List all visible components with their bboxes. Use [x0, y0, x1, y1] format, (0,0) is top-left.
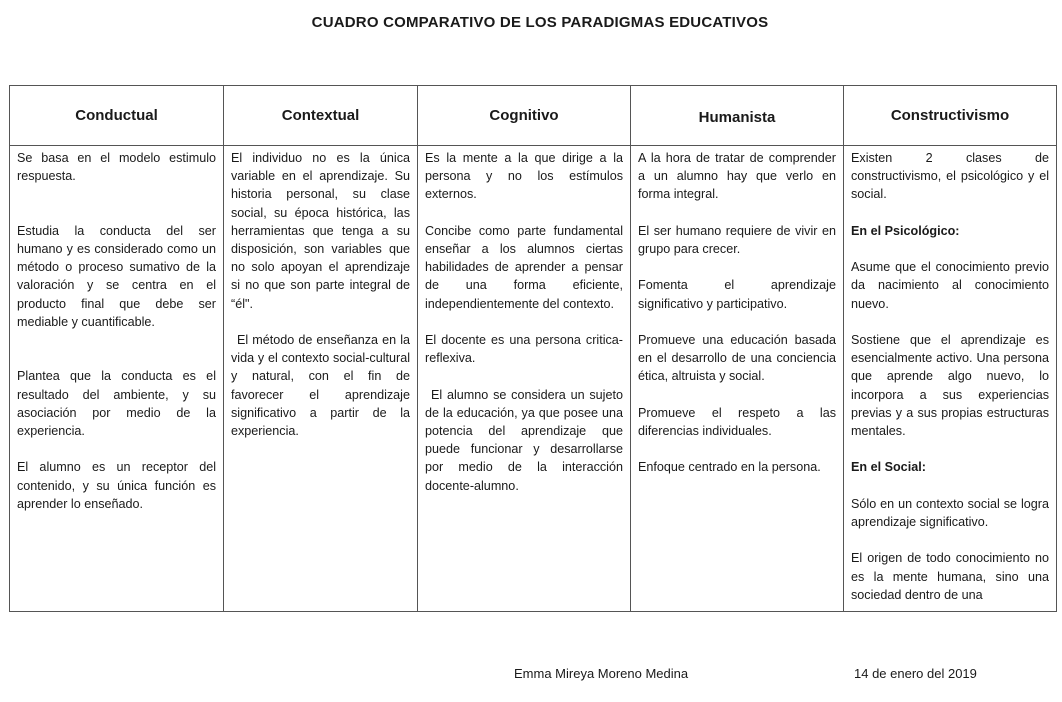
paragraph: Sostiene que el aprendizaje es esencialmente activo. Una persona que aprende algo nuevo, lo incorpora a sus experiencias previas y a sus propias estructuras mentales. [851, 332, 1049, 438]
cell-contextual [224, 146, 418, 612]
paragraph: Concibe como parte fundamental enseñar a los alumnos ciertas habilidades de aprender a pensar de una forma eficiente, independientemente del contexto. [425, 223, 623, 311]
paragraph: Estudia la conducta del ser humano y es considerado como un método o proceso sumativo de la valoración y se centra en el producto final que debe ser mediable y cuantificable. [17, 223, 216, 329]
column-header-conductual: Conductual [10, 86, 224, 146]
content-row [10, 146, 1057, 612]
comparison-table [9, 85, 1057, 612]
paragraph: Plantea que la conducta es el resultado del ambiente, y su asociación por medio de la experiencia. [17, 369, 216, 439]
document-title: CUADRO COMPARATIVO DE LOS PARADIGMAS EDUCATIVOS [311, 14, 769, 31]
header-row [10, 86, 1057, 146]
paragraph: El alumno se considera un sujeto de la educación, ya que posee una potencia del aprendizaje que puede funcionar y desarrollarse por medio de la interacción docente-alumno. [425, 387, 623, 493]
paragraph: Fomenta el aprendizaje significativo y participativo. [638, 278, 836, 311]
paragraph: El alumno es un receptor del contenido, y su única función es aprender lo enseñado. [17, 460, 216, 511]
paragraph: El ser humano requiere de vivir en grupo para crecer. [638, 223, 836, 256]
column-header-humanista: Humanista [631, 86, 844, 146]
subheading-psicologico: En el Psicológico: [851, 223, 960, 238]
cell-conductual [10, 146, 224, 612]
paragraph: A la hora de tratar de comprender a un alumno hay que verlo en forma integral. [638, 151, 836, 202]
paragraph: Enfoque centrado en la persona. [638, 460, 821, 475]
paragraph: Sólo en un contexto social se logra aprendizaje significativo. [851, 496, 1049, 529]
cell-constructivismo [844, 146, 1057, 612]
paragraph: El docente es una persona critica- reflexiva. [425, 333, 623, 366]
column-header-constructivismo: Constructivismo [844, 86, 1057, 146]
subheading-social: En el Social: [851, 460, 926, 475]
column-header-contextual: Contextual [224, 86, 418, 146]
cell-cognitivo [418, 146, 631, 612]
author-name: Emma Mireya Moreno Medina [514, 666, 689, 681]
paragraph: Existen 2 clases de constructivismo, el psicológico y el social. [851, 151, 1049, 202]
document-date: 14 de enero del 2019 [854, 666, 977, 681]
column-header-cognitivo: Cognitivo [418, 86, 631, 146]
paragraph: Es la mente a la que dirige a la persona y no los estímulos externos. [425, 151, 623, 202]
cell-humanista [631, 146, 844, 612]
paragraph: Se basa en el modelo estimulo respuesta. [17, 151, 216, 184]
paragraph: El origen de todo conocimiento no es la mente humana, sino una sociedad dentro de una [851, 551, 1049, 602]
paragraph: Promueve una educación basada en el desarrollo de una conciencia ética, altruista y social. [638, 332, 836, 384]
paragraph: El método de enseñanza en la vida y el contexto social-cultural y natural, con el fin de favorecer el aprendizaje significativo a partir de la experiencia. [231, 333, 410, 439]
paragraph: El individuo no es la única variable en el aprendizaje. Su historia personal, su clase social, su época histórica, las herramientas que tenga a su disposición, son variables que no solo apoyan el aprendizaje si no que son parte integral de “él". [231, 151, 410, 311]
paragraph: Asume que el conocimiento previo da nacimiento al conocimiento nuevo. [851, 260, 1049, 311]
paragraph: Promueve el respeto a las diferencias individuales. [638, 405, 836, 438]
